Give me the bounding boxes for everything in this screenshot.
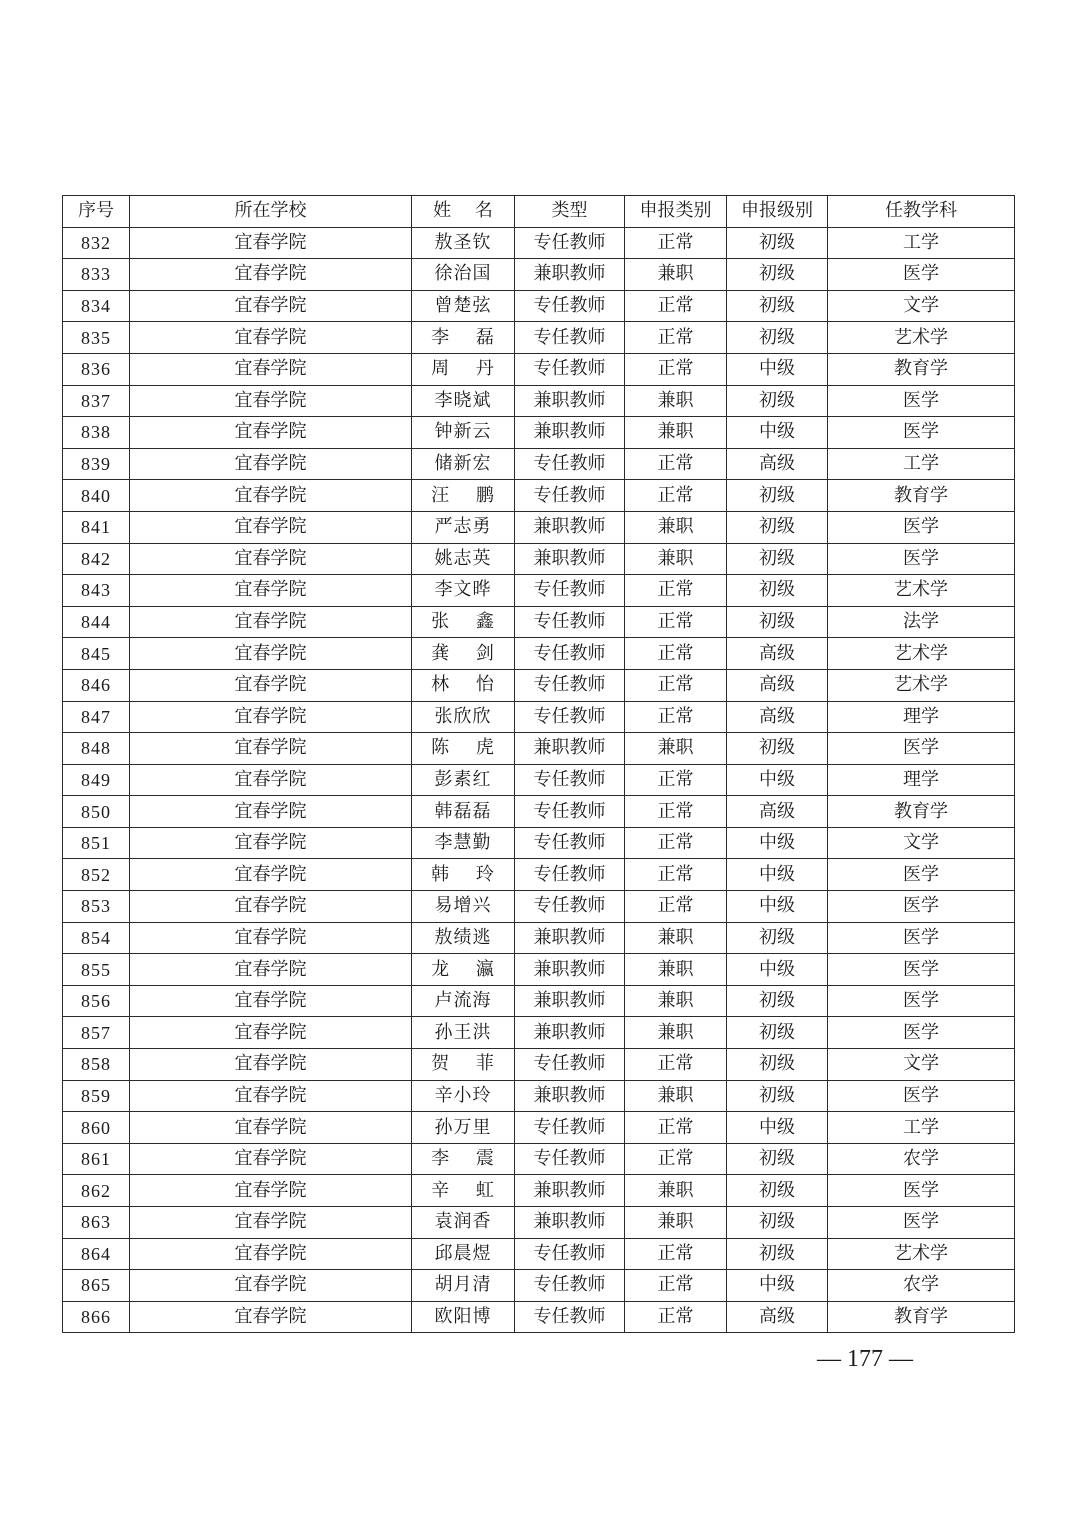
cell-subject: 工学 — [828, 1112, 1015, 1144]
cell-subject: 艺术学 — [828, 575, 1015, 607]
table-row — [63, 701, 1015, 733]
cell-seq: 856 — [63, 985, 130, 1017]
cell-seq: 847 — [63, 701, 130, 733]
cell-seq: 852 — [63, 859, 130, 891]
cell-apply-level: 中级 — [727, 891, 828, 923]
cell-name: 李 磊 — [412, 322, 515, 354]
cell-apply-level: 高级 — [727, 448, 828, 480]
cell-school: 宜春学院 — [130, 764, 412, 796]
cell-type: 兼职教师 — [515, 259, 625, 291]
table-row — [63, 733, 1015, 765]
cell-type: 兼职教师 — [515, 1175, 625, 1207]
table-row — [63, 575, 1015, 607]
table-row — [63, 1207, 1015, 1239]
cell-school: 宜春学院 — [130, 1175, 412, 1207]
cell-subject: 文学 — [828, 827, 1015, 859]
cell-apply-category: 正常 — [625, 227, 727, 259]
table-row — [63, 290, 1015, 322]
table-row — [63, 922, 1015, 954]
cell-type: 兼职教师 — [515, 417, 625, 449]
cell-name: 曾楚弦 — [412, 290, 515, 322]
cell-apply-category: 正常 — [625, 669, 727, 701]
cell-apply-level: 中级 — [727, 353, 828, 385]
table-row — [63, 511, 1015, 543]
cell-apply-level: 初级 — [727, 985, 828, 1017]
table-row — [63, 638, 1015, 670]
header-name: 姓 名 — [412, 196, 515, 228]
table-row — [63, 891, 1015, 923]
cell-apply-level: 初级 — [727, 1080, 828, 1112]
cell-school: 宜春学院 — [130, 480, 412, 512]
cell-apply-category: 正常 — [625, 448, 727, 480]
cell-school: 宜春学院 — [130, 353, 412, 385]
cell-type: 专任教师 — [515, 701, 625, 733]
cell-seq: 857 — [63, 1017, 130, 1049]
cell-apply-category: 兼职 — [625, 1207, 727, 1239]
cell-seq: 846 — [63, 669, 130, 701]
cell-type: 专任教师 — [515, 353, 625, 385]
cell-apply-category: 兼职 — [625, 1017, 727, 1049]
cell-name: 李 震 — [412, 1143, 515, 1175]
cell-type: 专任教师 — [515, 606, 625, 638]
cell-type: 兼职教师 — [515, 511, 625, 543]
cell-name: 钟新云 — [412, 417, 515, 449]
table-row — [63, 480, 1015, 512]
cell-subject: 医学 — [828, 385, 1015, 417]
cell-apply-category: 正常 — [625, 764, 727, 796]
cell-seq: 838 — [63, 417, 130, 449]
cell-subject: 理学 — [828, 701, 1015, 733]
cell-type: 专任教师 — [515, 827, 625, 859]
cell-school: 宜春学院 — [130, 417, 412, 449]
cell-name: 孙王洪 — [412, 1017, 515, 1049]
cell-name: 李晓斌 — [412, 385, 515, 417]
cell-seq: 853 — [63, 891, 130, 923]
cell-seq: 832 — [63, 227, 130, 259]
cell-seq: 866 — [63, 1301, 130, 1333]
cell-name: 龙 瀛 — [412, 954, 515, 986]
cell-name: 林 怡 — [412, 669, 515, 701]
cell-apply-category: 兼职 — [625, 954, 727, 986]
cell-subject: 医学 — [828, 1175, 1015, 1207]
cell-name: 韩 玲 — [412, 859, 515, 891]
cell-type: 兼职教师 — [515, 922, 625, 954]
cell-seq: 840 — [63, 480, 130, 512]
cell-type: 专任教师 — [515, 575, 625, 607]
cell-apply-level: 初级 — [727, 543, 828, 575]
table-row — [63, 1049, 1015, 1081]
cell-type: 专任教师 — [515, 764, 625, 796]
cell-apply-category: 正常 — [625, 638, 727, 670]
cell-apply-category: 正常 — [625, 1270, 727, 1302]
cell-type: 专任教师 — [515, 1049, 625, 1081]
cell-name: 龚 剑 — [412, 638, 515, 670]
header-seq: 序号 — [63, 196, 130, 228]
cell-type: 兼职教师 — [515, 1017, 625, 1049]
cell-apply-category: 兼职 — [625, 385, 727, 417]
cell-type: 兼职教师 — [515, 985, 625, 1017]
cell-type: 专任教师 — [515, 796, 625, 828]
cell-type: 专任教师 — [515, 1238, 625, 1270]
table-row — [63, 1238, 1015, 1270]
cell-type: 专任教师 — [515, 1112, 625, 1144]
cell-name: 汪 鹏 — [412, 480, 515, 512]
cell-school: 宜春学院 — [130, 891, 412, 923]
cell-type: 兼职教师 — [515, 543, 625, 575]
page-number: — 177 — — [817, 1346, 913, 1372]
cell-apply-category: 正常 — [625, 1049, 727, 1081]
cell-school: 宜春学院 — [130, 796, 412, 828]
cell-subject: 艺术学 — [828, 1238, 1015, 1270]
cell-seq: 855 — [63, 954, 130, 986]
cell-seq: 849 — [63, 764, 130, 796]
cell-school: 宜春学院 — [130, 1207, 412, 1239]
cell-seq: 843 — [63, 575, 130, 607]
cell-name: 欧阳博 — [412, 1301, 515, 1333]
cell-name: 易增兴 — [412, 891, 515, 923]
cell-name: 姚志英 — [412, 543, 515, 575]
cell-type: 专任教师 — [515, 448, 625, 480]
table-row — [63, 543, 1015, 575]
cell-type: 专任教师 — [515, 638, 625, 670]
cell-subject: 艺术学 — [828, 669, 1015, 701]
cell-school: 宜春学院 — [130, 859, 412, 891]
cell-seq: 851 — [63, 827, 130, 859]
cell-seq: 837 — [63, 385, 130, 417]
cell-school: 宜春学院 — [130, 511, 412, 543]
table-body — [63, 227, 1015, 1333]
cell-apply-category: 兼职 — [625, 417, 727, 449]
cell-school: 宜春学院 — [130, 448, 412, 480]
roster-table — [62, 195, 1015, 1333]
cell-school: 宜春学院 — [130, 1017, 412, 1049]
cell-seq: 859 — [63, 1080, 130, 1112]
cell-name: 严志勇 — [412, 511, 515, 543]
cell-school: 宜春学院 — [130, 827, 412, 859]
cell-type: 兼职教师 — [515, 954, 625, 986]
cell-apply-category: 兼职 — [625, 511, 727, 543]
cell-subject: 医学 — [828, 922, 1015, 954]
cell-apply-level: 初级 — [727, 575, 828, 607]
cell-apply-level: 高级 — [727, 796, 828, 828]
cell-seq: 835 — [63, 322, 130, 354]
cell-apply-level: 初级 — [727, 290, 828, 322]
cell-name: 贺 菲 — [412, 1049, 515, 1081]
table-row — [63, 796, 1015, 828]
table-row — [63, 827, 1015, 859]
cell-apply-level: 初级 — [727, 606, 828, 638]
cell-name: 卢流海 — [412, 985, 515, 1017]
cell-type: 专任教师 — [515, 227, 625, 259]
cell-school: 宜春学院 — [130, 701, 412, 733]
cell-apply-category: 正常 — [625, 1112, 727, 1144]
cell-apply-category: 兼职 — [625, 985, 727, 1017]
table-row — [63, 227, 1015, 259]
cell-name: 袁润香 — [412, 1207, 515, 1239]
cell-type: 专任教师 — [515, 1143, 625, 1175]
cell-apply-category: 正常 — [625, 353, 727, 385]
cell-school: 宜春学院 — [130, 385, 412, 417]
table-row — [63, 985, 1015, 1017]
cell-seq: 834 — [63, 290, 130, 322]
cell-subject: 医学 — [828, 985, 1015, 1017]
cell-subject: 医学 — [828, 859, 1015, 891]
cell-school: 宜春学院 — [130, 543, 412, 575]
cell-name: 辛 虹 — [412, 1175, 515, 1207]
cell-school: 宜春学院 — [130, 227, 412, 259]
cell-name: 敖绩逃 — [412, 922, 515, 954]
cell-school: 宜春学院 — [130, 638, 412, 670]
table-row — [63, 1112, 1015, 1144]
cell-type: 兼职教师 — [515, 1080, 625, 1112]
cell-subject: 艺术学 — [828, 638, 1015, 670]
cell-subject: 农学 — [828, 1270, 1015, 1302]
cell-apply-level: 中级 — [727, 827, 828, 859]
cell-school: 宜春学院 — [130, 1112, 412, 1144]
table-row — [63, 606, 1015, 638]
cell-apply-level: 初级 — [727, 1143, 828, 1175]
cell-subject: 艺术学 — [828, 322, 1015, 354]
cell-type: 专任教师 — [515, 859, 625, 891]
cell-apply-category: 正常 — [625, 480, 727, 512]
cell-type: 专任教师 — [515, 669, 625, 701]
cell-subject: 理学 — [828, 764, 1015, 796]
cell-seq: 845 — [63, 638, 130, 670]
cell-name: 辛小玲 — [412, 1080, 515, 1112]
cell-type: 专任教师 — [515, 290, 625, 322]
cell-seq: 850 — [63, 796, 130, 828]
cell-apply-level: 初级 — [727, 227, 828, 259]
cell-apply-level: 中级 — [727, 954, 828, 986]
cell-apply-level: 中级 — [727, 1270, 828, 1302]
cell-seq: 841 — [63, 511, 130, 543]
cell-name: 周 丹 — [412, 353, 515, 385]
cell-school: 宜春学院 — [130, 922, 412, 954]
cell-type: 专任教师 — [515, 1301, 625, 1333]
cell-seq: 861 — [63, 1143, 130, 1175]
cell-seq: 860 — [63, 1112, 130, 1144]
table-row — [63, 764, 1015, 796]
table-row — [63, 1017, 1015, 1049]
cell-name: 李慧勤 — [412, 827, 515, 859]
cell-subject: 医学 — [828, 417, 1015, 449]
cell-seq: 858 — [63, 1049, 130, 1081]
table-row — [63, 669, 1015, 701]
cell-school: 宜春学院 — [130, 575, 412, 607]
cell-apply-category: 正常 — [625, 606, 727, 638]
cell-subject: 农学 — [828, 1143, 1015, 1175]
cell-seq: 854 — [63, 922, 130, 954]
header-apply-level: 申报级别 — [727, 196, 828, 228]
table-row — [63, 1270, 1015, 1302]
cell-apply-level: 高级 — [727, 701, 828, 733]
table-row — [63, 1080, 1015, 1112]
cell-seq: 839 — [63, 448, 130, 480]
cell-subject: 医学 — [828, 954, 1015, 986]
cell-school: 宜春学院 — [130, 733, 412, 765]
cell-school: 宜春学院 — [130, 1143, 412, 1175]
cell-school: 宜春学院 — [130, 1301, 412, 1333]
cell-apply-category: 正常 — [625, 796, 727, 828]
header-row — [63, 196, 1015, 228]
cell-type: 兼职教师 — [515, 1207, 625, 1239]
cell-type: 专任教师 — [515, 322, 625, 354]
cell-school: 宜春学院 — [130, 669, 412, 701]
cell-apply-level: 初级 — [727, 480, 828, 512]
cell-school: 宜春学院 — [130, 259, 412, 291]
cell-apply-level: 中级 — [727, 764, 828, 796]
cell-seq: 842 — [63, 543, 130, 575]
cell-apply-level: 初级 — [727, 259, 828, 291]
cell-type: 专任教师 — [515, 891, 625, 923]
cell-subject: 工学 — [828, 227, 1015, 259]
cell-subject: 教育学 — [828, 796, 1015, 828]
cell-subject: 教育学 — [828, 480, 1015, 512]
cell-school: 宜春学院 — [130, 1080, 412, 1112]
cell-name: 李文晔 — [412, 575, 515, 607]
table-row — [63, 353, 1015, 385]
cell-subject: 医学 — [828, 543, 1015, 575]
cell-subject: 法学 — [828, 606, 1015, 638]
cell-subject: 医学 — [828, 259, 1015, 291]
cell-seq: 844 — [63, 606, 130, 638]
cell-seq: 833 — [63, 259, 130, 291]
cell-apply-category: 兼职 — [625, 1080, 727, 1112]
table-row — [63, 859, 1015, 891]
table-row — [63, 954, 1015, 986]
cell-apply-category: 兼职 — [625, 922, 727, 954]
cell-apply-level: 高级 — [727, 638, 828, 670]
cell-apply-level: 初级 — [727, 322, 828, 354]
cell-apply-category: 正常 — [625, 1301, 727, 1333]
cell-apply-category: 正常 — [625, 891, 727, 923]
cell-apply-category: 正常 — [625, 1143, 727, 1175]
cell-school: 宜春学院 — [130, 954, 412, 986]
cell-subject: 医学 — [828, 511, 1015, 543]
header-school: 所在学校 — [130, 196, 412, 228]
cell-school: 宜春学院 — [130, 985, 412, 1017]
cell-apply-level: 高级 — [727, 1301, 828, 1333]
cell-seq: 848 — [63, 733, 130, 765]
cell-apply-category: 正常 — [625, 1238, 727, 1270]
cell-seq: 836 — [63, 353, 130, 385]
cell-apply-level: 高级 — [727, 669, 828, 701]
cell-apply-level: 初级 — [727, 922, 828, 954]
table-row — [63, 448, 1015, 480]
cell-subject: 医学 — [828, 733, 1015, 765]
cell-apply-level: 中级 — [727, 1112, 828, 1144]
cell-name: 张 鑫 — [412, 606, 515, 638]
cell-name: 徐治国 — [412, 259, 515, 291]
cell-name: 敖圣钦 — [412, 227, 515, 259]
cell-subject: 医学 — [828, 1017, 1015, 1049]
cell-subject: 教育学 — [828, 353, 1015, 385]
cell-subject: 文学 — [828, 1049, 1015, 1081]
cell-apply-level: 中级 — [727, 417, 828, 449]
cell-name: 陈 虎 — [412, 733, 515, 765]
cell-seq: 862 — [63, 1175, 130, 1207]
cell-name: 邱晨煜 — [412, 1238, 515, 1270]
header-subject: 任教学科 — [828, 196, 1015, 228]
cell-name: 胡月清 — [412, 1270, 515, 1302]
table-row — [63, 322, 1015, 354]
cell-apply-category: 兼职 — [625, 259, 727, 291]
cell-subject: 医学 — [828, 891, 1015, 923]
table-row — [63, 1143, 1015, 1175]
cell-apply-level: 中级 — [727, 859, 828, 891]
table-row — [63, 1301, 1015, 1333]
cell-apply-level: 初级 — [727, 511, 828, 543]
cell-type: 专任教师 — [515, 480, 625, 512]
cell-name: 储新宏 — [412, 448, 515, 480]
cell-type: 专任教师 — [515, 1270, 625, 1302]
cell-name: 彭素红 — [412, 764, 515, 796]
cell-school: 宜春学院 — [130, 1049, 412, 1081]
cell-apply-level: 初级 — [727, 1049, 828, 1081]
cell-school: 宜春学院 — [130, 606, 412, 638]
cell-apply-category: 正常 — [625, 290, 727, 322]
cell-apply-level: 初级 — [727, 1238, 828, 1270]
cell-subject: 工学 — [828, 448, 1015, 480]
table-row — [63, 417, 1015, 449]
cell-seq: 864 — [63, 1238, 130, 1270]
cell-apply-category: 兼职 — [625, 733, 727, 765]
cell-apply-category: 正常 — [625, 701, 727, 733]
cell-apply-category: 兼职 — [625, 543, 727, 575]
header-type: 类型 — [515, 196, 625, 228]
cell-apply-category: 正常 — [625, 859, 727, 891]
cell-apply-category: 兼职 — [625, 1175, 727, 1207]
cell-apply-level: 初级 — [727, 385, 828, 417]
cell-apply-level: 初级 — [727, 1207, 828, 1239]
cell-name: 张欣欣 — [412, 701, 515, 733]
cell-subject: 医学 — [828, 1207, 1015, 1239]
cell-seq: 863 — [63, 1207, 130, 1239]
cell-subject: 文学 — [828, 290, 1015, 322]
cell-apply-level: 初级 — [727, 1017, 828, 1049]
cell-name: 韩磊磊 — [412, 796, 515, 828]
cell-school: 宜春学院 — [130, 322, 412, 354]
cell-apply-level: 初级 — [727, 733, 828, 765]
cell-apply-category: 正常 — [625, 827, 727, 859]
cell-subject: 医学 — [828, 1080, 1015, 1112]
cell-type: 兼职教师 — [515, 733, 625, 765]
cell-apply-level: 初级 — [727, 1175, 828, 1207]
table-row — [63, 385, 1015, 417]
header-apply-category: 申报类别 — [625, 196, 727, 228]
cell-name: 孙万里 — [412, 1112, 515, 1144]
cell-type: 兼职教师 — [515, 385, 625, 417]
cell-seq: 865 — [63, 1270, 130, 1302]
cell-school: 宜春学院 — [130, 290, 412, 322]
cell-school: 宜春学院 — [130, 1238, 412, 1270]
table-row — [63, 259, 1015, 291]
cell-apply-category: 正常 — [625, 575, 727, 607]
cell-school: 宜春学院 — [130, 1270, 412, 1302]
table-row — [63, 1175, 1015, 1207]
cell-subject: 教育学 — [828, 1301, 1015, 1333]
cell-apply-category: 正常 — [625, 322, 727, 354]
table-header — [63, 196, 1015, 228]
